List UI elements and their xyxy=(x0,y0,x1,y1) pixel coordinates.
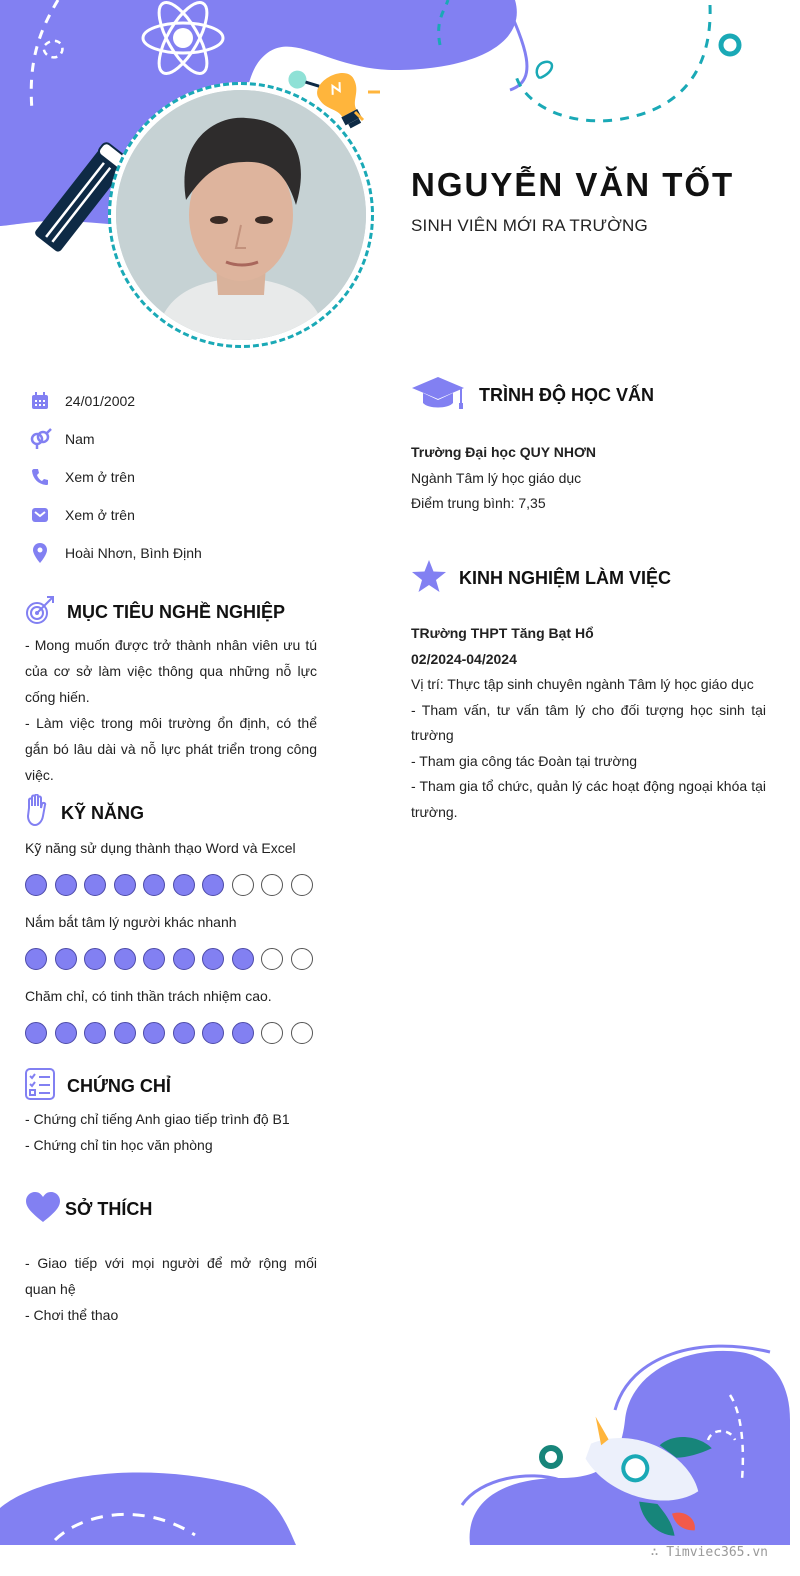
skill-label: Chăm chỉ, có tinh thần trách nhiệm cao. xyxy=(25,988,272,1004)
rating-dot-filled xyxy=(202,874,224,896)
rating-dot-filled xyxy=(143,874,165,896)
phone-icon xyxy=(28,465,52,489)
calendar-icon xyxy=(28,389,52,413)
certificate-item-1: - Chứng chỉ tiếng Anh giao tiếp trình độ B1 xyxy=(25,1111,290,1127)
contact-email xyxy=(28,496,328,534)
star-icon xyxy=(411,559,447,598)
avatar-frame xyxy=(108,82,374,348)
education-title: TRÌNH ĐỘ HỌC VẤN xyxy=(479,384,654,405)
watermark: ∴ Timviec365.vn xyxy=(650,1545,768,1560)
hobbies-title: SỞ THÍCH xyxy=(65,1198,153,1219)
contact-info xyxy=(28,382,328,572)
rating-dot-filled xyxy=(84,948,106,970)
rating-dot-filled xyxy=(84,874,106,896)
birthday-value: 24/01/2002 xyxy=(65,393,136,409)
rating-dot-filled xyxy=(232,948,254,970)
work-period: 02/2024-04/2024 xyxy=(411,650,517,667)
phone-value: Xem ở trên xyxy=(65,469,135,485)
rating-dot-filled xyxy=(25,874,47,896)
gender-value: Nam xyxy=(65,431,95,447)
skill-label: Kỹ năng sử dụng thành thạo Word và Excel xyxy=(25,840,296,856)
contact-address xyxy=(28,534,328,572)
hobby-item-2: - Chơi thể thao xyxy=(25,1307,119,1323)
company-name: TRường THPT Tăng Bạt Hổ xyxy=(411,625,594,641)
experience-section xyxy=(411,557,766,825)
school-name: Trường Đại học QUY NHƠN xyxy=(411,444,597,460)
objective-section xyxy=(25,592,317,788)
certificates-title: CHỨNG CHỈ xyxy=(67,1075,171,1096)
objective-title: MỤC TIÊU NGHỀ NGHIỆP xyxy=(67,601,286,622)
job-title: SINH VIÊN MỚI RA TRƯỜNG xyxy=(411,216,648,235)
skills-title: KỸ NĂNG xyxy=(61,802,145,823)
duty-item-1: - Tham vấn, tư vấn tâm lý cho đối tượng học sinh tại trường xyxy=(411,701,766,743)
position: Vị trí: Thực tập sinh chuyên ngành Tâm lý học giáo dục xyxy=(411,676,754,692)
rating-dot-empty xyxy=(291,874,313,896)
rating-dot-filled xyxy=(173,948,195,970)
duty-item-3: - Tham gia tổ chức, quản lý các hoạt động ngoại khóa tại trường. xyxy=(411,778,766,820)
major: Ngành Tâm lý học giáo dục xyxy=(411,469,582,486)
certificate-item-2: - Chứng chỉ tin học văn phòng xyxy=(25,1137,213,1153)
rating-dot-filled xyxy=(143,948,165,970)
rating-dot-filled xyxy=(25,1022,47,1044)
location-icon xyxy=(28,541,52,565)
email-value: Xem ở trên xyxy=(65,507,135,523)
rating-dot-filled xyxy=(114,948,136,970)
candidate-name: NGUYỄN VĂN TỐT xyxy=(411,166,735,203)
skill-rating xyxy=(25,936,317,982)
experience-title: KINH NGHIỆM LÀM VIỆC xyxy=(459,567,672,588)
rating-dot-filled xyxy=(114,1022,136,1044)
rating-dot-filled xyxy=(114,874,136,896)
education-section xyxy=(411,374,766,517)
objective-line-1: - Mong muốn được trở thành nhân viên ưu tú của cơ sở làm việc thông qua những nỗ lực cống hiến. xyxy=(25,637,317,705)
rating-dot-filled xyxy=(202,948,224,970)
rating-dot-filled xyxy=(202,1022,224,1044)
contact-birthday xyxy=(28,382,328,420)
rating-dot-empty xyxy=(261,948,283,970)
rating-dot-empty xyxy=(291,948,313,970)
mail-icon xyxy=(28,503,52,527)
rating-dot-empty xyxy=(261,874,283,896)
rating-dot-filled xyxy=(173,874,195,896)
skill-label: Nắm bắt tâm lý người khác nhanh xyxy=(25,914,237,930)
duty-item-2: - Tham gia công tác Đoàn tại trường xyxy=(411,752,638,769)
profile-photo xyxy=(116,90,366,340)
rating-dot-filled xyxy=(143,1022,165,1044)
rating-dot-empty xyxy=(232,874,254,896)
rating-dot-filled xyxy=(55,874,77,896)
rating-dot-filled xyxy=(55,948,77,970)
contact-phone xyxy=(28,458,328,496)
graduation-cap-icon xyxy=(411,375,465,416)
skill-rating xyxy=(25,862,317,908)
rating-dot-filled xyxy=(173,1022,195,1044)
rating-dot-empty xyxy=(261,1022,283,1044)
skills-section xyxy=(25,792,317,1056)
certificates-section xyxy=(25,1066,317,1158)
skill-list xyxy=(25,834,317,1056)
hobbies-section xyxy=(25,1188,317,1328)
rating-dot-empty xyxy=(291,1022,313,1044)
address-value: Hoài Nhơn, Bình Định xyxy=(65,545,202,561)
avatar xyxy=(116,90,366,340)
contact-gender xyxy=(28,420,328,458)
checklist-icon xyxy=(25,1068,55,1105)
rating-dot-filled xyxy=(84,1022,106,1044)
gpa: Điểm trung bình: 7,35 xyxy=(411,495,546,511)
rating-dot-filled xyxy=(55,1022,77,1044)
target-icon xyxy=(25,595,55,630)
rating-dot-filled xyxy=(232,1022,254,1044)
heart-icon xyxy=(25,1191,61,1228)
objective-line-2: - Làm việc trong môi trường ổn định, có thể gắn bó lâu dài và nỗ lực phát triển trong công việc. xyxy=(25,715,317,783)
gender-icon xyxy=(28,427,52,451)
hobby-item-1: - Giao tiếp với mọi người để mở rộng mối quan hệ xyxy=(25,1255,317,1297)
hand-icon xyxy=(25,794,49,833)
rating-dot-filled xyxy=(25,948,47,970)
skill-rating xyxy=(25,1010,317,1056)
